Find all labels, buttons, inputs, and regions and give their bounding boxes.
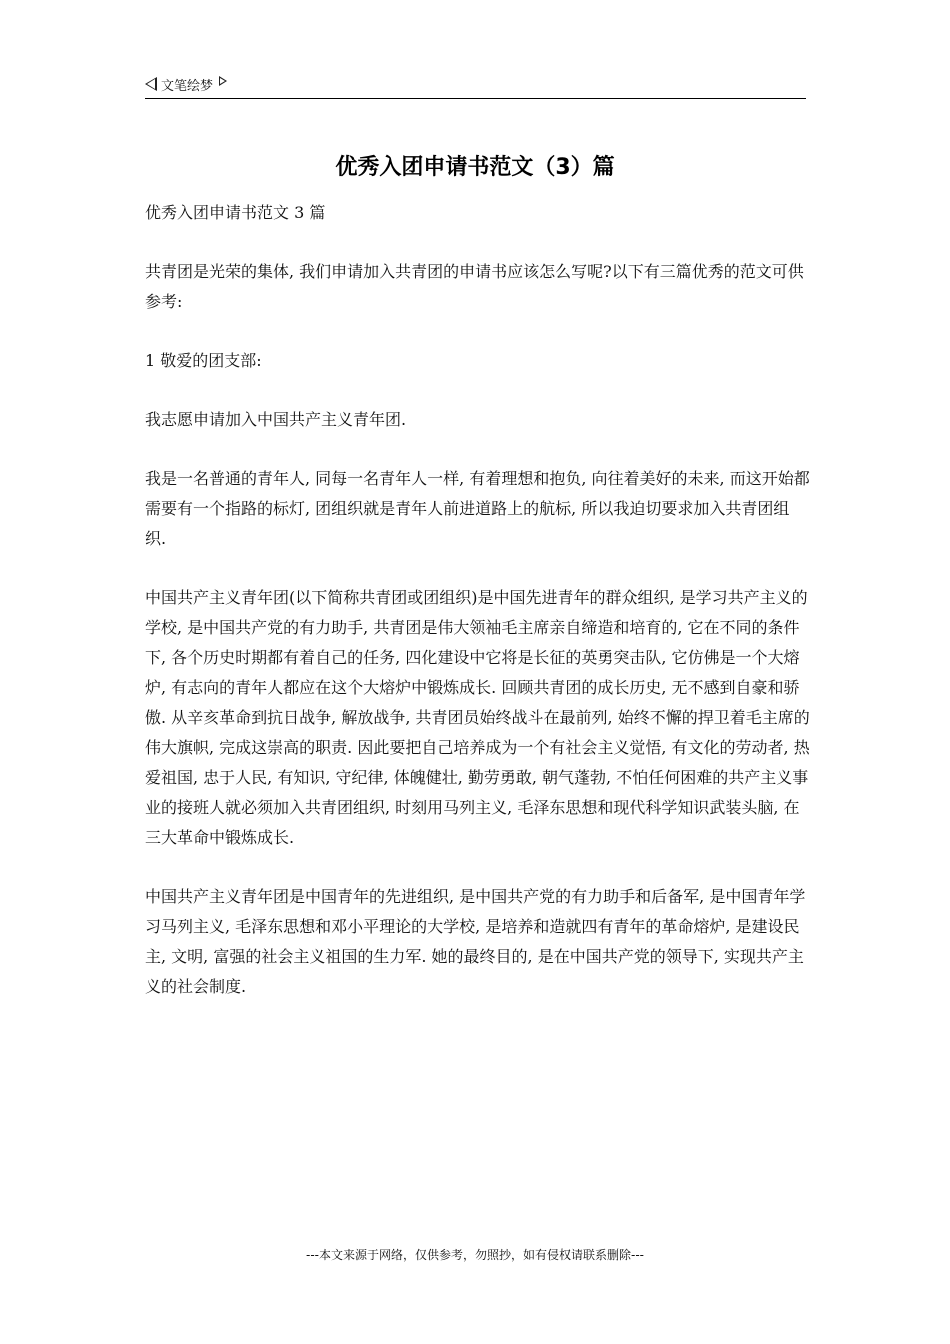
paragraph: 我是一名普通的青年人, 同每一名青年人一样, 有着理想和抱负, 向往着美好的未来, 而这开始都需要有一个指路的标灯, 团组织就是青年人前进道路上的航标, 所以我迫切要求加入共青团组织.	[145, 469, 810, 548]
paragraph: 中国共产主义青年团是中国青年的先进组织, 是中国共产党的有力助手和后备军, 是中国青年学习马列主义, 毛泽东思想和邓小平理论的大学校, 是培养和造就四有青年的革命熔炉, 是建设民主, 文明, 富强的社会主义祖国的生力军. 她的最终目的, 是在中国共产党的领导下, 实现共产主义的社会制度.	[145, 887, 806, 996]
brand-label: 文笔绘梦	[161, 78, 214, 94]
document-body	[145, 198, 810, 1031]
paragraph: 中国共产主义青年团(以下简称共青团或团组织)是中国先进青年的群众组织, 是学习共产主义的学校, 是中国共产党的有力助手, 共青团是伟大领袖毛主席亲自缔造和培育的, 它在不同的条件下, 各个历史时期都有着自己的任务, 四化建设中它将是长征的英勇突击队, 它仿佛是一个大熔炉, 有志向的青年人都应在这个大熔炉中锻炼成长. 回顾共青团的成长历史, 无不感到自豪和骄傲. 从辛亥革命到抗日战争, 解放战争, 共青团员始终战斗在最前列, 始终不懈的捍卫着毛主席的伟大旗帜, 完成这崇高的职责. 因此要把自己培养成为一个有社会主义觉悟, 有文化的劳动者, 热爱祖国, 忠于人民, 有知识, 守纪律, 体魄健壮, 勤劳勇敢, 朝气蓬勃, 不怕任何困难的共产主义事业的接班人就必须加入共青团组织, 时刻用马列主义, 毛泽东思想和现代科学知识武装头脑, 在三大革命中锻炼成长.	[145, 588, 810, 847]
document-title: 优秀入团申请书范文（3）篇	[335, 155, 615, 180]
paragraph: 我志愿申请加入中国共产主义青年团.	[145, 410, 407, 429]
footer-notice: ---本文来源于网络，仅供参考，勿照抄，如有侵权请联系删除---	[306, 1248, 644, 1262]
paragraph: 共青团是光荣的集体, 我们申请加入共青团的申请书应该怎么写呢?以下有三篇优秀的范文可供参考:	[145, 262, 804, 311]
paragraph: 1 敬爱的团支部:	[145, 351, 262, 370]
right-triangle-icon	[219, 76, 227, 86]
document-subtitle: 优秀入团申请书范文 3 篇	[145, 203, 326, 222]
left-triangle-icon	[145, 77, 157, 91]
page-header	[145, 72, 806, 99]
header-brand	[145, 72, 806, 96]
